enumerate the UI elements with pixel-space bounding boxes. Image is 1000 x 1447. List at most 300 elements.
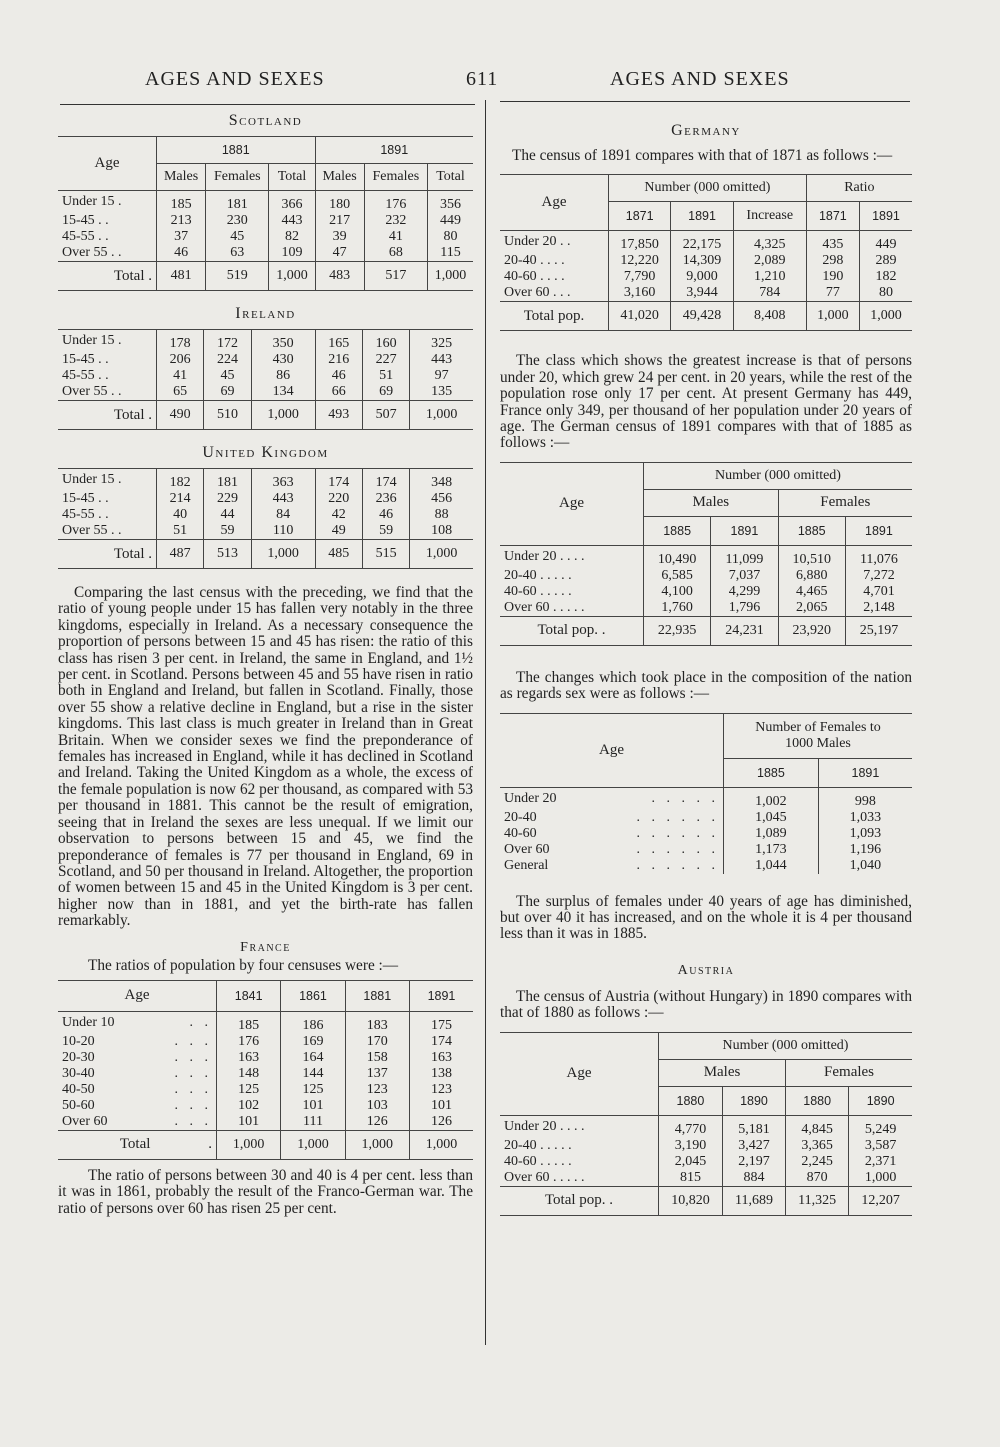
value-cell: 1,033 [818, 810, 912, 826]
page-number: 611 [466, 68, 499, 90]
value-cell: 236 [362, 491, 409, 507]
value-cell: 456 [410, 491, 473, 507]
value-cell: 49 [315, 523, 362, 540]
row-age-text: 10-20 [62, 1033, 95, 1049]
scotland-age-header: Age [94, 155, 120, 171]
leader-dots: . . . [174, 1065, 212, 1081]
table-row [58, 1114, 473, 1131]
germany-t2-males: Males [644, 489, 779, 516]
germany-number-group: Number (000 omitted) [609, 175, 807, 202]
germany-sex-intro: The changes which took place in the composition of the nation as regards sex were as follows :— [500, 668, 912, 703]
total-label: Total . [113, 545, 152, 562]
uk-rows [58, 469, 473, 569]
value-cell: 111 [281, 1114, 345, 1131]
total-value-cell: 11,689 [722, 1186, 785, 1215]
right-column [500, 122, 912, 1216]
table-row [58, 191, 473, 214]
value-cell: 3,160 [609, 285, 671, 302]
value-cell: 2,065 [778, 600, 845, 617]
row-age-text: 20-30 [62, 1049, 95, 1065]
scotland-rows [58, 191, 473, 291]
value-cell: 40 [157, 507, 204, 523]
leader-dots: . . . [174, 1033, 212, 1049]
total-value-cell: 41,020 [609, 302, 671, 331]
value-cell: 180 [315, 191, 364, 214]
row-age-label: Over 55 . . [62, 245, 122, 260]
row-age-label: Under 15 . [62, 333, 122, 348]
col-header: Males [315, 164, 364, 191]
value-cell: 45 [206, 229, 269, 245]
row-age-label: 40-60 . . . . . [504, 1153, 572, 1169]
germany-t3-group: Number of Females to 1000 Males [724, 713, 913, 758]
value-cell: 51 [157, 523, 204, 540]
value-cell: 214 [157, 491, 204, 507]
total-value-cell: 1,000 [217, 1130, 281, 1159]
table-row [58, 1066, 473, 1082]
table-row [500, 545, 912, 568]
value-cell: 125 [217, 1082, 281, 1098]
leader-dots: . . [189, 1014, 212, 1030]
ireland-rows [58, 330, 473, 430]
value-cell: 2,245 [786, 1154, 849, 1170]
value-cell: 1,210 [733, 269, 806, 285]
row-age-label [58, 1066, 217, 1082]
value-cell: 815 [659, 1170, 723, 1187]
austria-col: 1890 [849, 1086, 912, 1115]
total-value-cell: 510 [204, 401, 251, 430]
uk-commentary: Comparing the last census with the preceding, we find that the ratio of young people under 15 has fallen very notably in the three kingdoms, especially in Ireland. As a necessary consequence the proportion of persons between 15 and 45 has risen: the ratio of this class has risen 3 per cent. in Ireland, the same in England, and 1½ per cent. in Scotland. Persons between 45 and 55 have risen in ratio both in England and Ireland, but fallen in Scotland. Finally, those over 55 show a relative decline in England, but a rise in the sister kingdoms. This last class is much greater in Ireland than in Great Britain. When we consider sexes we find the preponderance of females has increased in England, while it has declined in Scotland and Ireland. Taking the United Kingdom as a whole, the excess of the female population is now 62 per thousand, as compared with 53 per thousand in 1881. This cannot be the result of emigration, seeing that in Ireland the sexes are less unequal. If we limit our observation to persons between 15 and 45, we find the preponderance of females is 77 per thousand in England, 69 in Scotland, and 50 per thousand in Ireland. Altogether, the proportion of women between 15 and 45 in the United Kingdom is 3 per cent. higher now than in 1881, and yet the birth-rate has fallen remarkably. [58, 584, 473, 930]
col-header: Females [206, 164, 269, 191]
austria-col: 1880 [786, 1086, 849, 1115]
value-cell: 182 [859, 269, 912, 285]
scotland-year-1881: 1881 [157, 137, 316, 164]
value-cell: 2,371 [849, 1154, 912, 1170]
value-cell: 1,045 [724, 810, 819, 826]
value-cell: 4,100 [644, 584, 711, 600]
value-cell: 3,427 [722, 1138, 785, 1154]
total-label: Total . [113, 267, 152, 284]
total-label [58, 1130, 217, 1159]
value-cell: 46 [362, 507, 409, 523]
france-year: 1861 [281, 980, 345, 1011]
value-cell: 88 [410, 507, 473, 523]
total-row [58, 1130, 473, 1159]
value-cell: 126 [345, 1114, 409, 1131]
germany-t2-age-header: Age [559, 495, 584, 512]
value-cell: 190 [806, 269, 859, 285]
germany-rows [500, 231, 912, 331]
table-row [500, 842, 912, 858]
austria-table [500, 1032, 912, 1216]
col-header: Total [427, 164, 473, 191]
table-row [58, 469, 473, 492]
value-cell: 1,760 [644, 600, 711, 617]
row-age-label: Over 60 . . . [504, 285, 571, 301]
row-age-text: 20-40 [504, 809, 537, 825]
table-row [500, 826, 912, 842]
row-age-label: 40-60 . . . . . [504, 583, 572, 599]
value-cell: 325 [410, 330, 473, 353]
table-row [58, 1034, 473, 1050]
france-year: 1881 [345, 980, 409, 1011]
table-row [58, 245, 473, 262]
value-cell: 101 [409, 1098, 473, 1114]
france-rows [58, 1011, 473, 1159]
value-cell: 69 [362, 384, 409, 401]
value-cell: 2,089 [733, 253, 806, 269]
row-age-label: 15-45 . . [62, 352, 109, 367]
value-cell: 174 [315, 469, 362, 492]
value-cell: 82 [269, 229, 315, 245]
value-cell: 6,880 [778, 568, 845, 584]
total-value-cell: 23,920 [778, 616, 845, 645]
value-cell: 59 [362, 523, 409, 540]
table-row [58, 352, 473, 368]
total-value-cell: 517 [364, 262, 427, 291]
austria-col: 1890 [722, 1086, 785, 1115]
value-cell: 102 [217, 1098, 281, 1114]
leader-dots: . [208, 1136, 212, 1153]
value-cell: 176 [217, 1034, 281, 1050]
france-year: 1891 [409, 980, 473, 1011]
total-value-cell: 1,000 [251, 540, 315, 569]
value-cell: 220 [315, 491, 362, 507]
value-cell: 123 [409, 1082, 473, 1098]
scotland-title: Scotland [228, 112, 303, 129]
value-cell: 176 [364, 191, 427, 214]
value-cell: 101 [217, 1114, 281, 1131]
total-value-cell: 487 [157, 540, 204, 569]
total-row [58, 401, 473, 430]
france-table [58, 980, 473, 1160]
value-cell: 68 [364, 245, 427, 262]
table-row [500, 787, 912, 810]
value-cell: 6,585 [644, 568, 711, 584]
value-cell: 185 [157, 191, 206, 214]
total-value-cell: 513 [204, 540, 251, 569]
value-cell: 3,190 [659, 1138, 723, 1154]
total-value-cell: 1,000 [281, 1130, 345, 1159]
value-cell: 213 [157, 213, 206, 229]
value-cell: 430 [251, 352, 315, 368]
table-row [500, 1138, 912, 1154]
france-intro: The ratios of population by four censuses were :— [88, 956, 399, 974]
table-row [58, 384, 473, 401]
row-age-label [58, 1050, 217, 1066]
value-cell: 9,000 [671, 269, 733, 285]
germany-col: Increase [733, 202, 806, 231]
table-row [500, 1154, 912, 1170]
value-cell: 363 [251, 469, 315, 492]
total-row [58, 262, 473, 291]
value-cell: 77 [806, 285, 859, 302]
row-age-label [500, 810, 724, 826]
value-cell: 232 [364, 213, 427, 229]
value-cell: 97 [410, 368, 473, 384]
row-age-text: 30-40 [62, 1065, 95, 1081]
total-value-cell: 24,231 [711, 616, 778, 645]
value-cell: 443 [269, 213, 315, 229]
germany-middle: The class which shows the greatest increase is that of persons under 20, which grew 24 per cent. in 20 years, while the rest of the population rose only 17 per cent. At present Germany has 449, France only 349, per thousand of her population under 20 years of age. The German census of 1891 compares with that of 1885 as follows :— [500, 352, 912, 452]
total-value-cell: 1,000 [806, 302, 859, 331]
col-header: Females [364, 164, 427, 191]
value-cell: 2,148 [845, 600, 912, 617]
scotland-year-1891: 1891 [315, 137, 473, 164]
value-cell: 39 [315, 229, 364, 245]
germany-ratio-group: Ratio [806, 175, 912, 202]
table-row [58, 507, 473, 523]
value-cell: 160 [362, 330, 409, 353]
value-cell: 135 [410, 384, 473, 401]
value-cell: 784 [733, 285, 806, 302]
leader-dots: . . . [174, 1097, 212, 1113]
value-cell: 4,325 [733, 231, 806, 254]
value-cell: 289 [859, 253, 912, 269]
value-cell: 181 [204, 469, 251, 492]
value-cell: 1,173 [724, 842, 819, 858]
value-cell: 163 [409, 1050, 473, 1066]
value-cell: 1,796 [711, 600, 778, 617]
value-cell: 63 [206, 245, 269, 262]
france-title: France [240, 939, 291, 955]
value-cell: 178 [157, 330, 204, 353]
value-cell: 1,002 [724, 787, 819, 810]
column-divider [485, 100, 486, 1345]
value-cell: 1,093 [818, 826, 912, 842]
value-cell: 137 [345, 1066, 409, 1082]
austria-males: Males [659, 1059, 786, 1086]
table-row [58, 523, 473, 540]
austria-title: Austria [677, 962, 735, 978]
leader-dots: . . . . . . [636, 809, 719, 825]
value-cell: 144 [281, 1066, 345, 1082]
total-value-cell: 25,197 [845, 616, 912, 645]
value-cell: 7,272 [845, 568, 912, 584]
value-cell: 366 [269, 191, 315, 214]
total-value-cell: 515 [362, 540, 409, 569]
value-cell: 7,790 [609, 269, 671, 285]
austria-group: Number (000 omitted) [659, 1032, 913, 1059]
leader-dots: . . . [174, 1081, 212, 1097]
table-row [500, 568, 912, 584]
row-age-text: Under 10 [62, 1014, 115, 1030]
value-cell: 164 [281, 1050, 345, 1066]
value-cell: 69 [204, 384, 251, 401]
germany-t2-col: 1891 [845, 516, 912, 545]
germany-t2-col: 1891 [711, 516, 778, 545]
total-value-cell: 22,935 [644, 616, 711, 645]
value-cell: 443 [251, 491, 315, 507]
total-label: Total pop. . [544, 1192, 614, 1209]
value-cell: 12,220 [609, 253, 671, 269]
header-rule-right [500, 101, 910, 102]
total-value-cell: 483 [315, 262, 364, 291]
germany-t3-col: 1891 [818, 758, 912, 787]
row-age-label [58, 1114, 217, 1131]
total-value-cell: 1,000 [859, 302, 912, 331]
value-cell: 84 [251, 507, 315, 523]
value-cell: 1,089 [724, 826, 819, 842]
row-age-label: Over 55 . . [62, 523, 122, 538]
ireland-table [58, 329, 473, 430]
value-cell: 80 [427, 229, 473, 245]
row-age-label: Over 55 . . [62, 384, 122, 399]
value-cell: 1,196 [818, 842, 912, 858]
table-row [58, 1011, 473, 1034]
value-cell: 115 [427, 245, 473, 262]
total-value-cell: 481 [157, 262, 206, 291]
row-age-label: 20-40 . . . . . [504, 567, 572, 583]
value-cell: 1,044 [724, 858, 819, 874]
germany-t3-col: 1885 [724, 758, 819, 787]
header-left: AGES AND SEXES [145, 68, 325, 90]
total-label: Total pop. [523, 307, 585, 324]
value-cell: 41 [157, 368, 204, 384]
total-value-cell: 1,000 [410, 401, 473, 430]
row-age-label: Over 60 . . . . . [504, 1169, 585, 1185]
value-cell: 86 [251, 368, 315, 384]
value-cell: 7,037 [711, 568, 778, 584]
ireland-title: Ireland [235, 305, 296, 322]
row-age-label: 40-60 . . . . [504, 269, 565, 285]
row-age-label [500, 858, 724, 874]
austria-col: 1880 [659, 1086, 723, 1115]
total-value-cell: 1,000 [345, 1130, 409, 1159]
row-age-label: Under 20 . . [504, 234, 571, 250]
total-value-cell: 485 [315, 540, 362, 569]
row-age-label [500, 787, 724, 810]
total-row [500, 1186, 912, 1215]
value-cell: 443 [410, 352, 473, 368]
row-age-text: General [504, 857, 549, 873]
total-value-cell: 11,325 [786, 1186, 849, 1215]
table-row [500, 269, 912, 285]
total-label: Total pop. . [537, 622, 606, 639]
value-cell: 108 [410, 523, 473, 540]
row-age-label [500, 826, 724, 842]
value-cell: 4,701 [845, 584, 912, 600]
value-cell: 4,465 [778, 584, 845, 600]
total-value-cell: 1,000 [409, 1130, 473, 1159]
table-row [58, 229, 473, 245]
table-row [58, 1082, 473, 1098]
germany-t3-age-header: Age [599, 741, 624, 758]
value-cell: 66 [315, 384, 362, 401]
leader-dots: . . . [174, 1113, 212, 1129]
value-cell: 2,045 [659, 1154, 723, 1170]
total-label: Total . [113, 406, 152, 423]
table-row [58, 491, 473, 507]
row-age-label: 15-45 . . [62, 213, 109, 228]
value-cell: 217 [315, 213, 364, 229]
row-age-label [58, 1082, 217, 1098]
value-cell: 449 [859, 231, 912, 254]
scotland-table [58, 136, 473, 291]
value-cell: 3,587 [849, 1138, 912, 1154]
table-row [500, 858, 912, 874]
value-cell: 103 [345, 1098, 409, 1114]
total-value-cell: 1,000 [427, 262, 473, 291]
value-cell: 10,490 [644, 545, 711, 568]
total-value-cell: 49,428 [671, 302, 733, 331]
value-cell: 37 [157, 229, 206, 245]
value-cell: 1,040 [818, 858, 912, 874]
value-cell: 348 [410, 469, 473, 492]
row-age-label: Under 15 . [62, 194, 122, 209]
header-rule-left [60, 104, 475, 105]
total-value-cell: 490 [157, 401, 204, 430]
germany-sex-table [500, 713, 912, 874]
uk-title: United Kingdom [202, 444, 329, 461]
row-age-label: 45-55 . . [62, 229, 109, 244]
austria-females: Females [786, 1059, 912, 1086]
value-cell: 998 [818, 787, 912, 810]
value-cell: 298 [806, 253, 859, 269]
table-row [500, 810, 912, 826]
value-cell: 2,197 [722, 1154, 785, 1170]
table-row [58, 368, 473, 384]
value-cell: 174 [409, 1034, 473, 1050]
value-cell: 110 [251, 523, 315, 540]
leader-dots: . . . [174, 1049, 212, 1065]
row-age-text: Over 60 [504, 841, 550, 857]
value-cell: 46 [157, 245, 206, 262]
value-cell: 170 [345, 1034, 409, 1050]
value-cell: 356 [427, 191, 473, 214]
total-value-cell: 507 [362, 401, 409, 430]
value-cell: 5,181 [722, 1115, 785, 1138]
france-outro: The ratio of persons between 30 and 40 is 4 per cent. less than it was in 1861, probably the result of the Franco-German war. The ratio of persons over 60 has risen 25 per cent. [58, 1166, 473, 1217]
value-cell: 185 [217, 1011, 281, 1034]
header-right: AGES AND SEXES [610, 68, 790, 90]
total-value-cell: 493 [315, 401, 362, 430]
value-cell: 101 [281, 1098, 345, 1114]
value-cell: 169 [281, 1034, 345, 1050]
value-cell: 125 [281, 1082, 345, 1098]
value-cell: 11,076 [845, 545, 912, 568]
row-age-label: Under 15 . [62, 472, 122, 487]
value-cell: 165 [315, 330, 362, 353]
value-cell: 42 [315, 507, 362, 523]
value-cell: 11,099 [711, 545, 778, 568]
germany-age-header: Age [541, 194, 567, 211]
total-value-cell: 12,207 [849, 1186, 912, 1215]
total-value-cell: 1,000 [269, 262, 315, 291]
table-row [58, 1050, 473, 1066]
leader-dots: . . . . . . [636, 857, 719, 873]
row-age-text: 50-60 [62, 1097, 95, 1113]
value-cell: 10,510 [778, 545, 845, 568]
leader-dots: . . . . . . [636, 825, 719, 841]
france-age-header: Age [124, 987, 150, 1004]
table-row [500, 584, 912, 600]
value-cell: 229 [204, 491, 251, 507]
row-age-label: Over 60 . . . . . [504, 599, 585, 615]
germany-table-1871-1891 [500, 174, 912, 331]
value-cell: 182 [157, 469, 204, 492]
value-cell: 5,249 [849, 1115, 912, 1138]
value-cell: 148 [217, 1066, 281, 1082]
value-cell: 216 [315, 352, 362, 368]
germany-t2-females: Females [778, 489, 912, 516]
germany-outro: The surplus of females under 40 years of age has diminished, but over 40 it has increased, and on the whole it is 4 per thousand less than it was in 1885. [500, 892, 912, 943]
value-cell: 4,299 [711, 584, 778, 600]
value-cell: 174 [362, 469, 409, 492]
uk-table [58, 468, 473, 569]
leader-dots: . . . . . . [636, 841, 719, 857]
value-cell: 884 [722, 1170, 785, 1187]
value-cell: 47 [315, 245, 364, 262]
